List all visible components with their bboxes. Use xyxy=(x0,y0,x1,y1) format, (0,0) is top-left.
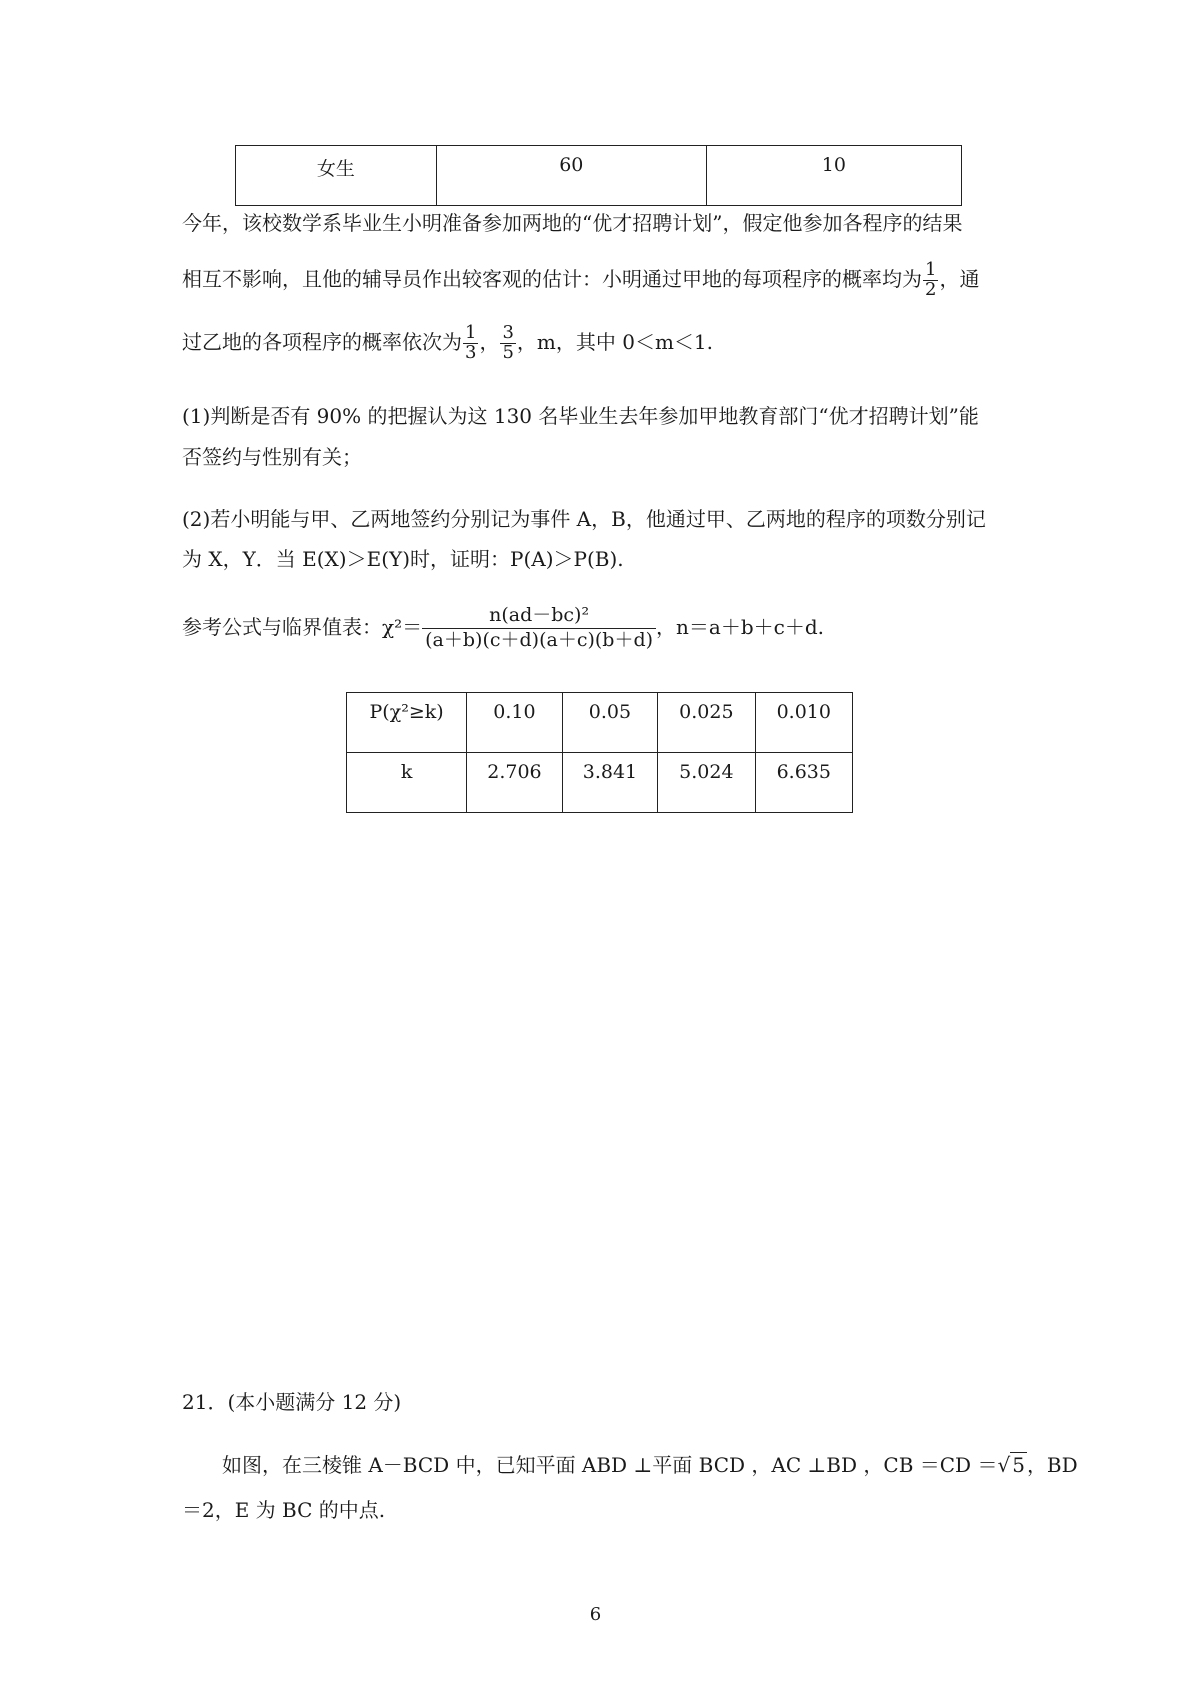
formula-numerator: n(ad－bc)² xyxy=(422,604,656,629)
fraction xyxy=(463,324,478,363)
paragraph-text: ，m，其中 0＜m＜1. xyxy=(516,329,713,354)
table-row xyxy=(347,693,853,753)
table-cell: 10 xyxy=(706,146,961,206)
paragraph-text: 过乙地的各项程序的概率依次为 xyxy=(182,329,462,354)
formula-denominator: (a＋b)(c＋d)(a＋c)(b＋d) xyxy=(425,628,654,651)
fraction-denominator: 2 xyxy=(925,278,937,300)
critical-value-table xyxy=(346,692,853,813)
reference-formula xyxy=(182,604,1022,653)
paragraph-text: 相互不影响，且他的辅导员作出较客观的估计：小明通过甲地的每项程序的概率均为 xyxy=(182,266,922,291)
problem-21-line xyxy=(222,1449,1078,1478)
fraction-denominator: 3 xyxy=(465,341,477,363)
table-cell: 3.841 xyxy=(562,753,658,813)
page-number: 6 xyxy=(589,1604,602,1625)
fraction xyxy=(923,261,938,300)
problem-text: 如图，在三棱锥 A－BCD 中，已知平面 ABD ⊥平面 BCD ，AC ⊥BD ，CB ＝CD ＝ xyxy=(222,1453,998,1477)
table-cell: 0.010 xyxy=(755,693,852,753)
formula-fraction xyxy=(422,604,656,653)
formula-suffix: ，n＝a＋b＋c＋d. xyxy=(656,614,824,639)
paragraph-line xyxy=(182,261,1022,300)
paragraph-text: ， xyxy=(479,329,500,354)
problem-text: ，BD xyxy=(1026,1453,1078,1477)
table-cell: 6.635 xyxy=(755,753,852,813)
fraction-numerator: 3 xyxy=(502,322,514,343)
question-1-line: 否签约与性别有关； xyxy=(182,445,362,469)
table-cell: 女生 xyxy=(236,146,437,206)
problem-21-title: 21．(本小题满分 12 分) xyxy=(182,1390,402,1414)
fraction-denominator: 5 xyxy=(502,341,514,363)
question-2-line: 为 X，Y．当 E(X)＞E(Y)时，证明：P(A)＞P(B). xyxy=(182,547,624,571)
fraction xyxy=(500,324,515,363)
formula-prefix: 参考公式与临界值表： xyxy=(182,614,382,639)
table-cell: P(χ²≥k) xyxy=(347,693,467,753)
table-cell: 5.024 xyxy=(658,753,755,813)
question-1-line: (1)判断是否有 90% 的把握认为这 130 名毕业生去年参加甲地教育部门“优才招聘计划”能 xyxy=(182,404,979,428)
table-cell: 2.706 xyxy=(467,753,563,813)
fraction-numerator: 1 xyxy=(925,259,937,280)
table-cell: k xyxy=(347,753,467,813)
sqrt-expression: √ 5 xyxy=(997,1453,1025,1477)
problem-21-line: ＝2，E 为 BC 的中点. xyxy=(182,1498,386,1522)
table-cell: 0.05 xyxy=(562,693,658,753)
formula-lhs: χ²＝ xyxy=(382,614,423,639)
table-row xyxy=(347,753,853,813)
paragraph-line: 今年，该校数学系毕业生小明准备参加两地的“优才招聘计划”，假定他参加各程序的结果 xyxy=(182,211,963,235)
table-cell: 0.025 xyxy=(658,693,755,753)
table-row xyxy=(236,146,962,206)
gender-table-fragment xyxy=(235,145,962,206)
table-cell: 60 xyxy=(436,146,706,206)
paragraph-text: ，通 xyxy=(939,266,980,291)
question-2-line: (2)若小明能与甲、乙两地签约分别记为事件 A，B，他通过甲、乙两地的程序的项数分别记 xyxy=(182,507,986,531)
sqrt-radicand: 5 xyxy=(1012,1453,1025,1477)
fraction-numerator: 1 xyxy=(465,322,477,343)
table-cell: 0.10 xyxy=(467,693,563,753)
paragraph-line xyxy=(182,324,1022,363)
